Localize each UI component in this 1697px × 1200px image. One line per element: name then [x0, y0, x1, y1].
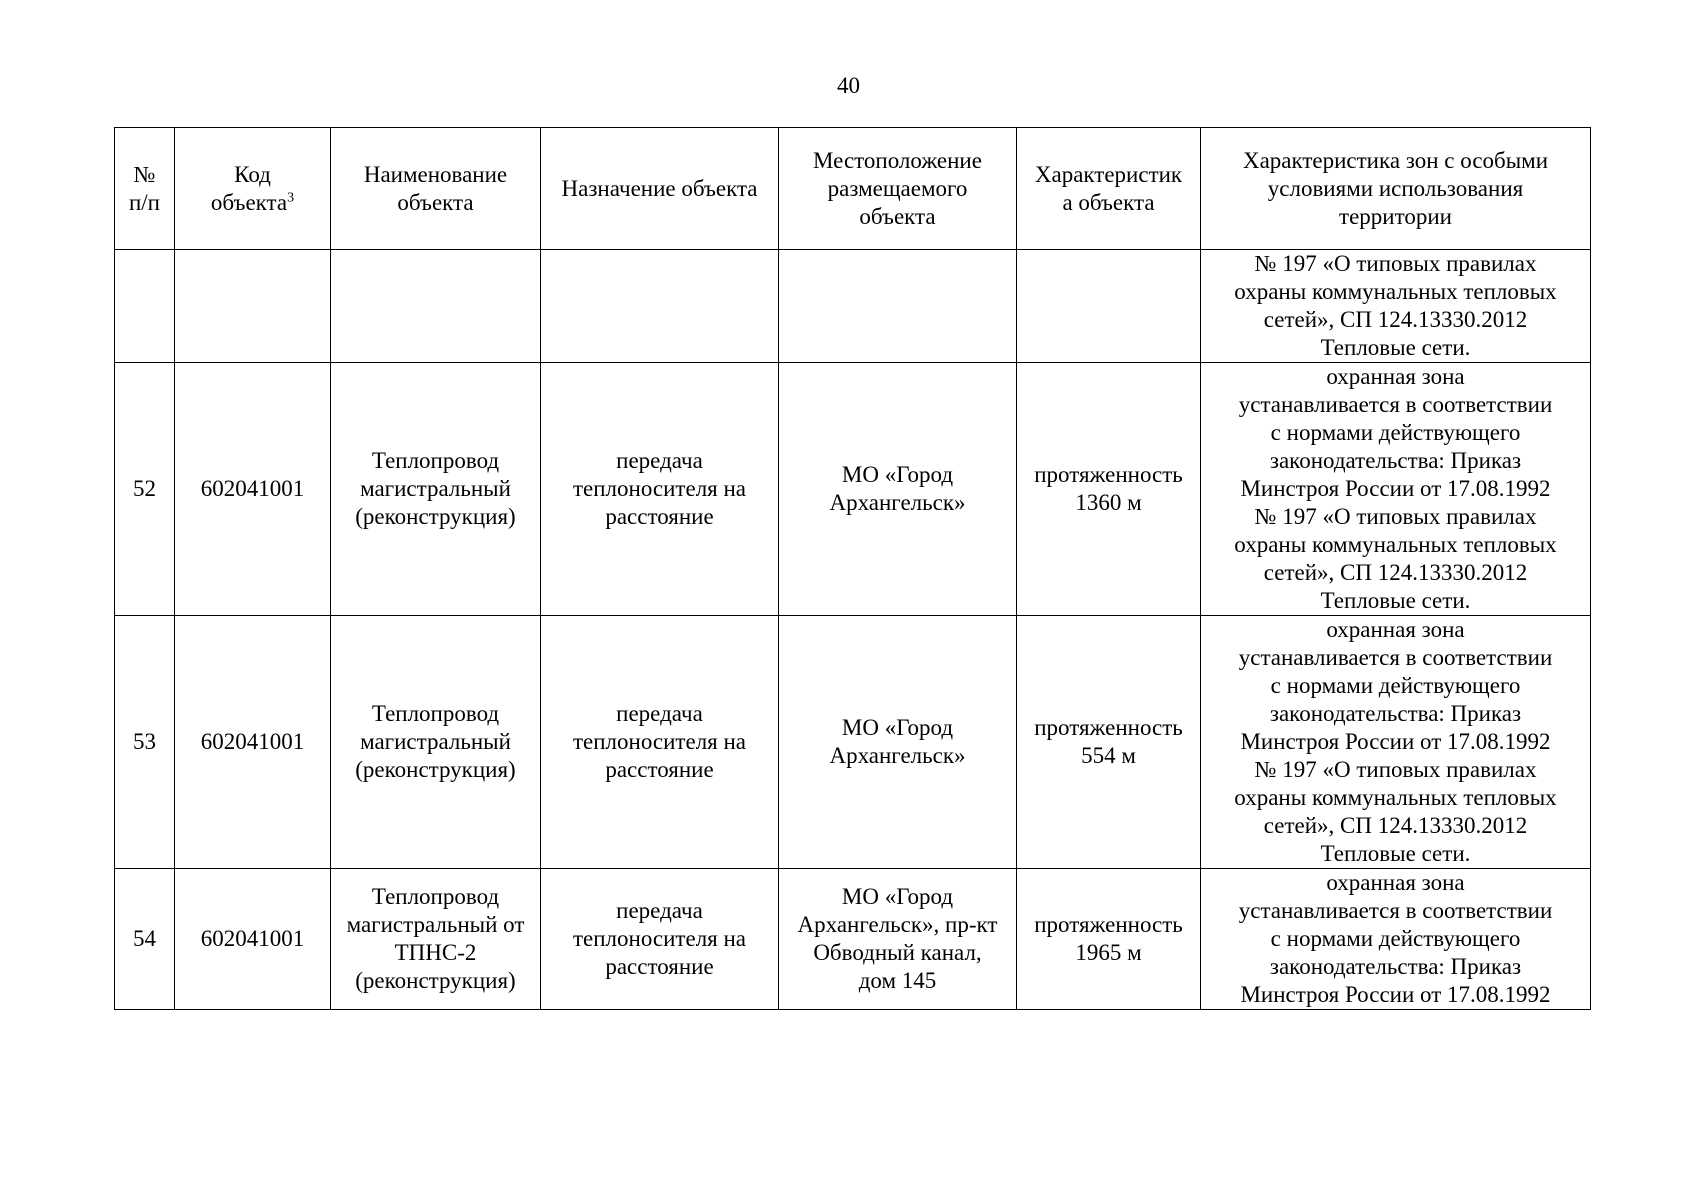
- table-body: [115, 250, 1591, 1010]
- cell-name: Теплопровод магистральный от ТПНС-2 (реконструкция): [331, 869, 541, 1010]
- cell-num: 52: [115, 363, 175, 616]
- cell-purpose: передача теплоносителя на расстояние: [541, 869, 779, 1010]
- cell-location: [779, 250, 1017, 363]
- cell-num: [115, 250, 175, 363]
- header-location: Местоположение размещаемого объекта: [779, 128, 1017, 250]
- cell-num: 53: [115, 616, 175, 869]
- table-row: [115, 363, 1591, 616]
- cell-name: [331, 250, 541, 363]
- cell-zone: № 197 «О типовых правилах охраны коммунальных тепловых сетей», СП 124.13330.2012 Тепловые сети.: [1201, 250, 1591, 363]
- footnote-marker: 3: [287, 189, 295, 205]
- cell-num: 54: [115, 869, 175, 1010]
- cell-code: [175, 250, 331, 363]
- objects-table: [114, 127, 1591, 1010]
- cell-location: МО «Город Архангельск»: [779, 363, 1017, 616]
- cell-name: Теплопровод магистральный (реконструкция): [331, 363, 541, 616]
- cell-purpose: передача теплоносителя на расстояние: [541, 616, 779, 869]
- header-zone: Характеристика зон с особыми условиями использования территории: [1201, 128, 1591, 250]
- cell-characteristic: протяженность 1965 м: [1017, 869, 1201, 1010]
- cell-code: 602041001: [175, 363, 331, 616]
- cell-purpose: [541, 250, 779, 363]
- cell-code: 602041001: [175, 869, 331, 1010]
- cell-name: Теплопровод магистральный (реконструкция): [331, 616, 541, 869]
- header-num: № п/п: [115, 128, 175, 250]
- cell-zone: охранная зона устанавливается в соответствии с нормами действующего законодательства: Приказ Минстроя России от 17.08.1992 № 197 «О типовых правилах охраны коммунальных тепловых сетей», СП 124.13330.2012 Тепловые сети.: [1201, 363, 1591, 616]
- cell-zone: охранная зона устанавливается в соответствии с нормами действующего законодательства: Приказ Минстроя России от 17.08.1992: [1201, 869, 1591, 1010]
- cell-code: 602041001: [175, 616, 331, 869]
- cell-characteristic: протяженность 1360 м: [1017, 363, 1201, 616]
- cell-purpose: передача теплоносителя на расстояние: [541, 363, 779, 616]
- table-row: [115, 616, 1591, 869]
- cell-location: МО «Город Архангельск»: [779, 616, 1017, 869]
- header-purpose: Назначение объекта: [541, 128, 779, 250]
- table-header-row: [115, 128, 1591, 250]
- cell-characteristic: [1017, 250, 1201, 363]
- header-characteristic: Характеристик а объекта: [1017, 128, 1201, 250]
- page-number: 40: [837, 73, 860, 98]
- cell-zone: охранная зона устанавливается в соответствии с нормами действующего законодательства: Приказ Минстроя России от 17.08.1992 № 197 «О типовых правилах охраны коммунальных тепловых сетей», СП 124.13330.2012 Тепловые сети.: [1201, 616, 1591, 869]
- header-code: Код объекта$^3$: [175, 128, 331, 250]
- header-name: Наименование объекта: [331, 128, 541, 250]
- table-row: [115, 250, 1591, 363]
- cell-characteristic: протяженность 554 м: [1017, 616, 1201, 869]
- cell-location: МО «Город Архангельск», пр-кт Обводный канал, дом 145: [779, 869, 1017, 1010]
- table-row: [115, 869, 1591, 1010]
